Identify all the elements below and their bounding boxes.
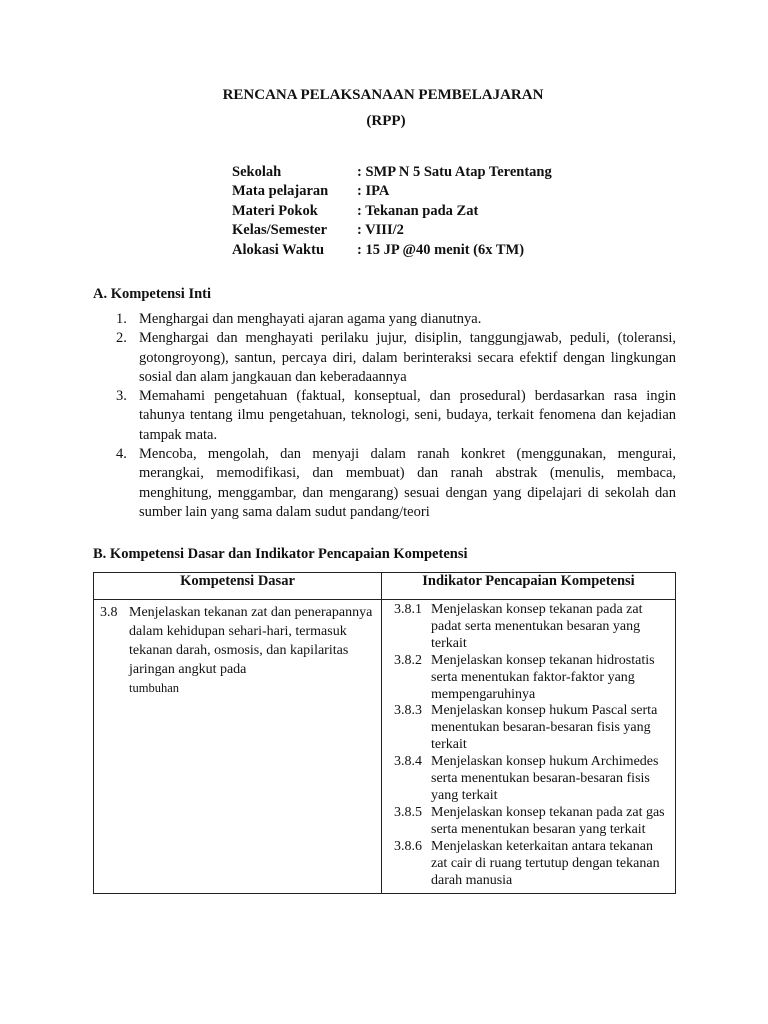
info-value: : Tekanan pada Zat bbox=[357, 202, 479, 219]
list-text: Memahami pengetahuan (faktual, konseptual, dan prosedural) berdasarkan rasa ingin tahunya tentang ilmu pengetahuan, teknologi, seni, budaya, terkait fenomena dan kejadian tampak mata. bbox=[139, 388, 676, 443]
section-a-heading: A. Kompetensi Inti bbox=[93, 286, 212, 302]
list-number: 1. bbox=[116, 311, 127, 327]
info-value: : 15 JP @40 menit (6x TM) bbox=[357, 241, 525, 258]
table-header-row bbox=[94, 573, 676, 600]
indicator-code: 3.8.2 bbox=[394, 652, 422, 668]
info-row-subject bbox=[232, 182, 552, 201]
info-value: : VIII/2 bbox=[357, 222, 404, 239]
info-row-class bbox=[232, 221, 552, 240]
list-item bbox=[116, 445, 676, 522]
list-number: 2. bbox=[116, 330, 127, 347]
competency-table bbox=[93, 572, 676, 894]
info-row-topic bbox=[232, 202, 552, 221]
basic-competency-cell bbox=[94, 600, 382, 894]
indicator-cell bbox=[382, 600, 676, 894]
indicator-item bbox=[394, 805, 669, 839]
indicator-text: Menjelaskan konsep hukum Pascal serta menentukan besaran-besaran fisis yang terkait bbox=[431, 703, 658, 753]
list-text: Mencoba, mengolah, dan menyaji dalam ranah konkret (menggunakan, mengurai, merangkai, memodifikasi, dan membuat) dan ranah abstrak (menulis, membaca, menghitung, menggambar, dan mengarang) sesuai dengan yang dipelajari di sekolah dan sumber lain yang sama dalam sudut pandang/teori bbox=[139, 446, 676, 520]
info-row-school bbox=[232, 163, 552, 182]
indicator-item bbox=[394, 703, 669, 754]
section-b-heading: B. Kompetensi Dasar dan Indikator Pencapaian Kompetensi bbox=[93, 546, 468, 562]
indicator-code: 3.8.3 bbox=[394, 703, 422, 719]
indicator-code: 3.8.6 bbox=[394, 838, 422, 854]
competency-code: 3.8 bbox=[100, 605, 118, 620]
core-competency-list bbox=[116, 310, 676, 522]
indicator-code: 3.8.1 bbox=[394, 602, 422, 617]
indicator-code: 3.8.5 bbox=[394, 804, 422, 820]
list-number: 4. bbox=[116, 446, 127, 463]
competency-text-last: tumbuhan bbox=[129, 681, 179, 695]
competency-body bbox=[129, 603, 375, 698]
basic-competency-item bbox=[100, 603, 375, 698]
indicator-item bbox=[394, 602, 669, 653]
list-item bbox=[116, 387, 676, 445]
list-number: 3. bbox=[116, 388, 127, 405]
info-label: Kelas/Semester bbox=[232, 222, 328, 239]
info-value: : SMP N 5 Satu Atap Terentang bbox=[357, 164, 552, 180]
indicator-item bbox=[394, 754, 669, 805]
document-subtitle: (RPP) bbox=[366, 113, 406, 129]
list-text: Menghargai dan menghayati perilaku jujur, disiplin, tanggungjawab, peduli, (toleransi, gotongroyong), santun, percaya diri, dalam berinteraksi secara efektif dengan lingkungan sosial dan alam jangkauan dan keberadaannya bbox=[139, 330, 676, 385]
info-label: Materi Pokok bbox=[232, 202, 318, 219]
indicator-text: Menjelaskan keterkaitan antara tekanan zat cair di ruang tertutup dengan tekanan darah manusia bbox=[431, 838, 660, 888]
indicator-item bbox=[394, 839, 669, 890]
info-row-time bbox=[232, 241, 552, 260]
indicator-text: Menjelaskan konsep tekanan pada zat padat serta menentukan besaran yang terkait bbox=[431, 602, 643, 651]
info-label: Sekolah bbox=[232, 164, 282, 180]
competency-text: Menjelaskan tekanan zat dan penerapannya dalam kehidupan sehari-hari, termasuk tekanan darah, osmosis, dan kapilaritas jaringan angkut pada bbox=[129, 605, 373, 677]
indicator-item bbox=[394, 653, 669, 704]
list-text: Menghargai dan menghayati ajaran agama yang dianutnya. bbox=[139, 311, 482, 327]
document-title: RENCANA PELAKSANAAN PEMBELAJARAN bbox=[222, 87, 544, 103]
indicator-text: Menjelaskan konsep tekanan hidrostatis serta menentukan faktor-faktor yang mempengaruhinya bbox=[431, 652, 655, 702]
info-label: Alokasi Waktu bbox=[232, 241, 325, 258]
column-header-basic-competency: Kompetensi Dasar bbox=[94, 573, 382, 600]
indicator-code: 3.8.4 bbox=[394, 754, 422, 770]
list-item bbox=[116, 329, 676, 387]
info-value: : IPA bbox=[357, 183, 390, 200]
column-header-indicators: Indikator Pencapaian Kompetensi bbox=[382, 573, 676, 600]
list-item bbox=[116, 310, 676, 329]
table-row bbox=[94, 600, 676, 894]
indicator-text: Menjelaskan konsep tekanan pada zat gas serta menentukan besaran yang terkait bbox=[431, 804, 665, 837]
info-label: Mata pelajaran bbox=[232, 183, 329, 200]
indicator-text: Menjelaskan konsep hukum Archimedes serta menentukan besaran-besaran fisis yang terkait bbox=[431, 754, 659, 803]
school-info bbox=[232, 163, 552, 260]
